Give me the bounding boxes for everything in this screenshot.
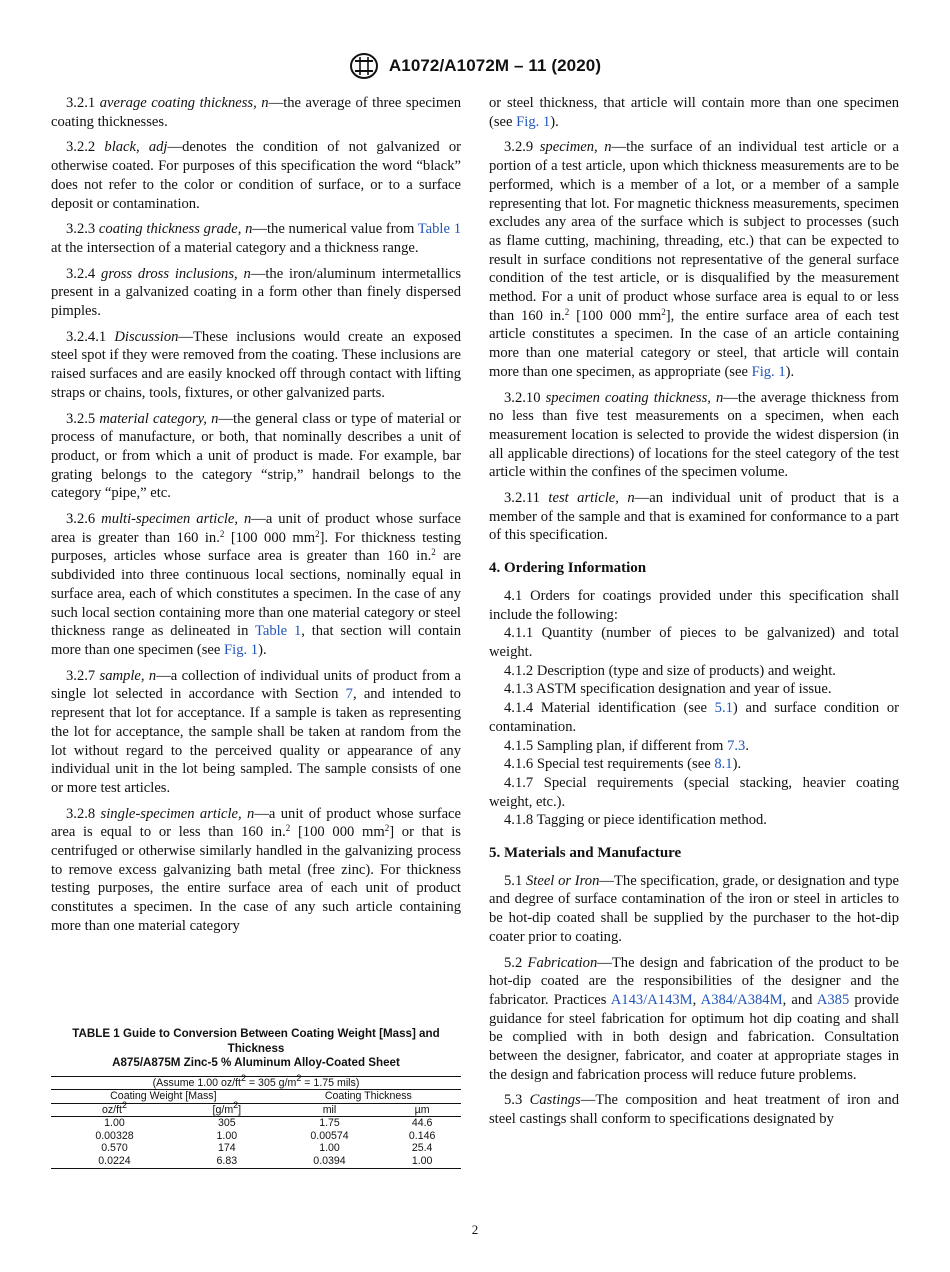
clause-4-1-7: 4.1.7 Special requirements (special stacking, heavier coating weight, etc.). — [489, 774, 899, 810]
definition-3-2-3: 3.2.3 coating thickness grade, n—the numerical value from Table 1 at the intersection of a material category and a thickness range. — [51, 221, 461, 256]
definition-3-2-7: 3.2.7 sample, n—a collection of individual units of product from a single lot selected in accordance with Section 7, and intended to represent that lot for acceptance. If a sample is taken as representing the lot for acceptance, the sample shall be taken at random from the lot without regard to the perceived quality or appearance of any individual unit in the lot being sampled. The sample consists of one or more test articles. — [51, 667, 461, 796]
table-row — [51, 1142, 461, 1155]
table-1 — [51, 1027, 461, 1169]
definition-3-2-9: 3.2.9 specimen, n—the surface of an individual test article or a portion of a test article, upon which thickness measurements are to be performed, which is a member of a lot, or a member of a sample representing that lot. For magnetic thickness measurements, specimen excludes any area of the surface which is subject to processes (such as flame cutting, machining, threading, etc.) that can be expected to result in surface conditions not representative of the general surface condition of the test article, or is disqualified by the measurement method. For a unit of product whose surface area is equal to or less than 160 in.$^2$ [100 000 $mm^2$], the entire surface area of each test article constitutes a specimen. In the case of an article containing more than one material category or steel, that article will contain more than one specimen, as appropriate (see Fig. 1). — [489, 139, 899, 380]
conversion-table — [51, 1072, 461, 1169]
table-cell: 0.0224 — [98, 1155, 131, 1168]
clause-4-1-1: 4.1.1 Quantity (number of pieces to be galvanized) and total weight. — [489, 625, 899, 660]
clause-5-1-link[interactable]: 5.1 — [714, 700, 733, 717]
document-title: A1072/A1072M – 11 (2020) — [388, 56, 602, 75]
table-subcaption: A875/A875M Zinc-5 % Aluminum Alloy-Coated Sheet — [112, 1056, 400, 1069]
page-header — [0, 52, 950, 80]
definition-3-2-6: 3.2.6 multi-specimen article, n—a unit of product whose surface area is greater than 160 in.$^2$ [100 000 $mm^2$]. For thickness testing purposes, articles whose surface area is greater than 160 in.$^2$ are subdivided into three continuous local sections, nominally equal in surface area, each of which constitutes a specimen. In the case of any such local section containing more than one material category or steel thickness range as delineated in Table 1, that section will contain more than one specimen (see Fig. 1). — [51, 511, 462, 658]
fig-1-link[interactable]: Fig. 1 — [224, 641, 259, 658]
table-note: (Assume 1.00 $oz/ft^2 = 305$ $g/m^2 = 1.75$ mils) — [51, 1076, 461, 1090]
discussion-3-2-4-1: 3.2.4.1 Discussion—These inclusions would create an exposed steel spot if they were removed from the coating. These inclusions are raised surfaces and are easily knocked off through contact with lifting straps or chains, tools, fixtures, or other galvanized parts. — [51, 328, 461, 401]
unit-header-mil: mil — [276, 1103, 384, 1117]
fig-1-link[interactable]: Fig. 1 — [516, 113, 551, 130]
group-header-thickness: Coating Thickness — [276, 1090, 461, 1104]
continued-paragraph: or steel thickness, that article will contain more than one specimen (see Fig. 1). — [489, 95, 899, 130]
a384-link[interactable]: A384/A384M — [700, 991, 783, 1008]
definition-3-2-5: 3.2.5 material category, n—the general class or type of material or process of manufacture, or both, that nominally describes a unit of product, or from which a unit of product is made. For example, bar grating belongs to the category “strip,” handrail belongs to the category “pipe,” etc. — [51, 410, 461, 502]
section-heading-ordering: 4. Ordering Information — [489, 560, 647, 577]
definition-3-2-11: 3.2.11 test article, n—an individual unit of product that is a member of the sample and that is examined for conformance to a part of this specification. — [489, 490, 899, 544]
clause-8-1-link[interactable]: 8.1 — [714, 756, 733, 773]
fig-1-link[interactable]: Fig. 1 — [751, 363, 786, 380]
clause-4-1-4: 4.1.4 Material identification (see 5.1) and surface condition or contamination. — [489, 700, 900, 735]
clause-7-3-link[interactable]: 7.3 — [727, 737, 746, 754]
table-group-header — [51, 1090, 461, 1104]
astm-logo — [349, 52, 379, 80]
clause-4-1-2: 4.1.2 Description (type and size of products) and weight. — [504, 662, 836, 679]
definition-3-2-2: 3.2.2 black, adj—denotes the condition of not galvanized or otherwise coated. For purposes of this specification the word “black” does not refer to the color or condition of surface, or to a surface deposit or contamination. — [51, 139, 461, 212]
table-cell: 0.00574 — [310, 1129, 349, 1142]
table-cell: 1.00 — [104, 1117, 125, 1130]
clause-4-1-6: 4.1.6 Special test requirements (see 8.1). — [504, 756, 742, 773]
definition-3-2-4: 3.2.4 gross dross inclusions, n—the iron/aluminum intermetallics present in a galvanized coating in a form other than finely dispersed pimples. — [51, 265, 462, 320]
table-cell: 174 — [217, 1142, 236, 1155]
table-cell: 25.4 — [411, 1142, 433, 1155]
table-cell: 0.146 — [408, 1129, 436, 1142]
definition-3-2-10: 3.2.10 specimen coating thickness, n—the average thickness from no less than five test measurements on a specimen, when each measurement location is selected to provide the widest dispersion (in all applicable directions) of locations for the steel category of the test article within the confines of the specimen volume. — [489, 389, 899, 481]
unit-header-um: µm — [383, 1103, 461, 1117]
left-column — [51, 94, 461, 936]
a143-link[interactable]: A143/A143M — [610, 991, 693, 1008]
table-caption: TABLE 1 Guide to Conversion Between Coating Weight [Mass] and Thickness — [72, 1027, 440, 1055]
table-cell: 0.570 — [101, 1142, 128, 1155]
definition-3-2-8: 3.2.8 single-specimen article, n—a unit of product whose surface area is equal to or less than 160 in.$^2$ [100 000 $mm^2$] or that is centrifuged or otherwise similarly handled in the galvanizing process to remove excess galvanizing bath metal (free zinc). For thickness testing purposes, the entire surface area of each unit of product constitutes a specimen. In the case of any such article containing more than one material category — [51, 805, 461, 934]
table-row — [51, 1117, 461, 1130]
table-cell: 44.6 — [411, 1117, 433, 1130]
clause-5-2: 5.2 Fabrication—The design and fabrication of the product to be hot-dip coated are the responsibilities of the designer and the fabricator. Practices A143/A143M, A384/A384M, and A385 provide guidance for steel fabrication for optimum hot dip coating and shall be complied with in both design and fabrication. Consultation between the designer, fabricator, and coater at appropriate stages in the design and fabrication process will reduce future problems. — [489, 954, 899, 1083]
table-1-link[interactable]: Table 1 — [254, 623, 302, 640]
page-number: 2 — [471, 1222, 479, 1237]
table-cell: 0.0394 — [313, 1155, 346, 1168]
table-cell: 1.00 — [411, 1155, 433, 1168]
clause-4-1: 4.1 Orders for coatings provided under this specification shall include the following: — [489, 587, 899, 623]
clause-4-1-3: 4.1.3 ASTM specification designation and year of issue. — [504, 681, 832, 698]
table-row — [51, 1155, 461, 1168]
table-cell: 305 — [217, 1117, 236, 1130]
table-1-link[interactable]: Table 1 — [417, 221, 461, 238]
table-unit-header — [51, 1103, 461, 1117]
table-row — [51, 1130, 461, 1143]
table-cell: 1.75 — [319, 1117, 340, 1130]
section-heading-materials: 5. Materials and Manufacture — [489, 845, 682, 862]
table-cell: 6.83 — [216, 1155, 238, 1168]
clause-4-1-5: 4.1.5 Sampling plan, if different from 7.3. — [504, 737, 749, 754]
table-cell: 1.00 — [216, 1129, 238, 1142]
clause-4-1-8: 4.1.8 Tagging or piece identification method. — [504, 812, 767, 829]
table-note-row — [51, 1076, 461, 1090]
table-cell: 0.00328 — [95, 1129, 134, 1142]
table-cell: 1.00 — [319, 1142, 340, 1155]
unit-header-oz: $oz/ft^2$ — [51, 1103, 178, 1117]
clause-5-3: 5.3 Castings—The composition and heat treatment of iron and steel castings shall conform to specifications designated by — [489, 1092, 899, 1128]
section-7-link[interactable]: 7 — [345, 686, 353, 703]
clause-5-1: 5.1 Steel or Iron—The specification, grade, or designation and type and degree of surface contamination of the iron or steel in articles to be hot-dip coated shall be supplied by the purchaser to the hot-dip coater prior to coating. — [489, 872, 899, 945]
right-column — [489, 94, 899, 1129]
unit-header-gm: $[g/m^2]$ — [178, 1103, 276, 1117]
definition-3-2-1: 3.2.1 average coating thickness, n—the average of three specimen coating thicknesses. — [51, 95, 461, 130]
a385-link[interactable]: A385 — [816, 991, 850, 1008]
group-header-weight: Coating Weight [Mass] — [51, 1090, 276, 1104]
